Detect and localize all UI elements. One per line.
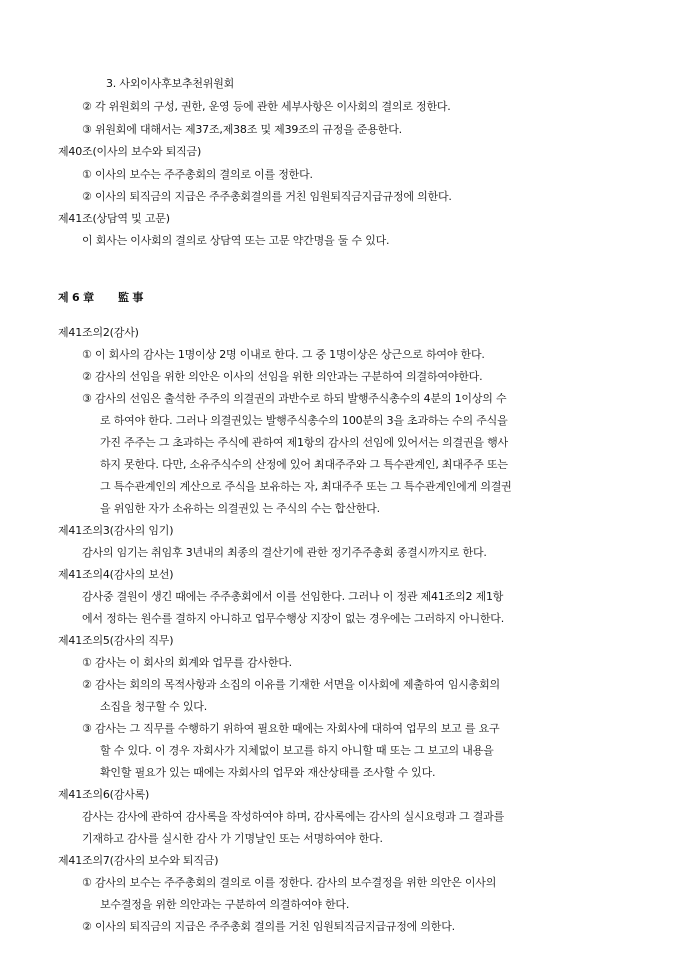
clause-continuation: 확인할 필요가 있는 때에는 자회사의 업무와 재산상태를 조사할 수 있다. xyxy=(100,766,436,779)
paragraph-line: 감사중 결원이 생긴 때에는 주주총회에서 이를 선임한다. 그러나 이 정관 제41조의2 제1항 xyxy=(82,590,504,603)
clause: ② 각 위원회의 구성, 권한, 운영 등에 관한 세부사항은 이사회의 결의로 정한다. xyxy=(82,100,451,113)
article-heading: 제41조의4(감사의 보선) xyxy=(58,568,174,581)
clause-continuation: 그 특수관계인의 계산으로 주식을 보유하는 자, 최대주주 또는 그 특수관계인에게 의결권 xyxy=(100,480,512,493)
article-heading: 제41조의3(감사의 임기) xyxy=(58,524,174,537)
clause-continuation: 보수결정을 위한 의안과는 구분하여 의결하여야 한다. xyxy=(100,898,350,911)
clause-continuation: 을 위임한 자가 소유하는 의결권있 는 주식의 수는 합산한다. xyxy=(100,502,380,515)
clause: ① 감사의 보수는 주주총회의 결의로 이를 정한다. 감사의 보수결정을 위한 의안은 이사의 xyxy=(82,876,497,889)
clause-continuation: 소집을 청구할 수 있다. xyxy=(100,700,208,713)
clause: ① 감사는 이 회사의 회계와 업무를 감사한다. xyxy=(82,656,292,669)
paragraph-line: 이 회사는 이사회의 결의로 상담역 또는 고문 약간명을 둘 수 있다. xyxy=(82,234,390,247)
article-heading: 제41조(상담역 및 고문) xyxy=(58,212,170,225)
paragraph-line: 에서 정하는 원수를 결하지 아니하고 업무수행상 지장이 없는 경우에는 그러하지 아니한다. xyxy=(82,612,505,625)
article-heading: 제41조의5(감사의 직무) xyxy=(58,634,174,647)
paragraph-line: 감사는 감사에 관하여 감사록을 작성하여야 하며, 감사록에는 감사의 실시요령과 그 결과를 xyxy=(82,810,505,823)
clause: ② 감사의 선임을 위한 의안은 이사의 선임을 위한 의안과는 구분하여 의결하여야한다. xyxy=(82,370,483,383)
chapter-heading xyxy=(58,288,143,308)
article-heading: 제40조(이사의 보수와 퇴직금) xyxy=(58,145,202,158)
clause: ② 이사의 퇴직금의 지급은 주주총회 결의를 거친 임원퇴직금지급규정에 의한다. xyxy=(82,920,455,933)
clause-continuation: 로 하여야 한다. 그러나 의결권있는 발행주식총수의 100분의 3을 초과하는 수의 주식을 xyxy=(100,414,508,427)
article-heading: 제41조의7(감사의 보수와 퇴직금) xyxy=(58,854,219,867)
chapter-title: 監 事 xyxy=(117,291,144,304)
article-heading: 제41조의6(감사록) xyxy=(58,788,150,801)
clause: ① 이 회사의 감사는 1명이상 2명 이내로 한다. 그 중 1명이상은 상근으로 하여야 한다. xyxy=(82,348,485,361)
clause: ② 이사의 퇴직금의 지급은 주주총회결의를 거친 임원퇴직금지급규정에 의한다. xyxy=(82,190,452,203)
clause: ① 이사의 보수는 주주총회의 결의로 이를 정한다. xyxy=(82,168,313,181)
clause: ③ 감사의 선임은 출석한 주주의 의결권의 과반수로 하되 발행주식총수의 4분의 1이상의 수 xyxy=(82,392,507,405)
article-heading: 제41조의2(감사) xyxy=(58,326,139,339)
clause-continuation: 할 수 있다. 이 경우 자회사가 지체없이 보고를 하지 아니할 때 또는 그 보고의 내용을 xyxy=(100,744,494,757)
list-item: 3. 사외이사후보추천위원회 xyxy=(106,77,235,90)
clause: ② 감사는 회의의 목적사항과 소집의 이유를 기재한 서면을 이사회에 제출하여 임시총회의 xyxy=(82,678,500,691)
clause: ③ 위원회에 대해서는 제37조,제38조 및 제39조의 규정을 준용한다. xyxy=(82,123,402,136)
paragraph-line: 기재하고 감사를 실시한 감사 가 기명날인 또는 서명하여야 한다. xyxy=(82,832,383,845)
paragraph-line: 감사의 임기는 취임후 3년내의 최종의 결산기에 관한 정기주주총회 종결시까지로 한다. xyxy=(82,546,487,559)
clause-continuation: 하지 못한다. 다만, 소유주식수의 산정에 있어 최대주주와 그 특수관계인, 최대주주 또는 xyxy=(100,458,508,471)
clause-continuation: 가진 주주는 그 초과하는 주식에 관하여 제1항의 감사의 선임에 있어서는 의결권을 행사 xyxy=(100,436,508,449)
clause: ③ 감사는 그 직무를 수행하기 위하여 필요한 때에는 자회사에 대하여 업무의 보고 를 요구 xyxy=(82,722,500,735)
chapter-number: 제 6 章 xyxy=(58,291,94,304)
